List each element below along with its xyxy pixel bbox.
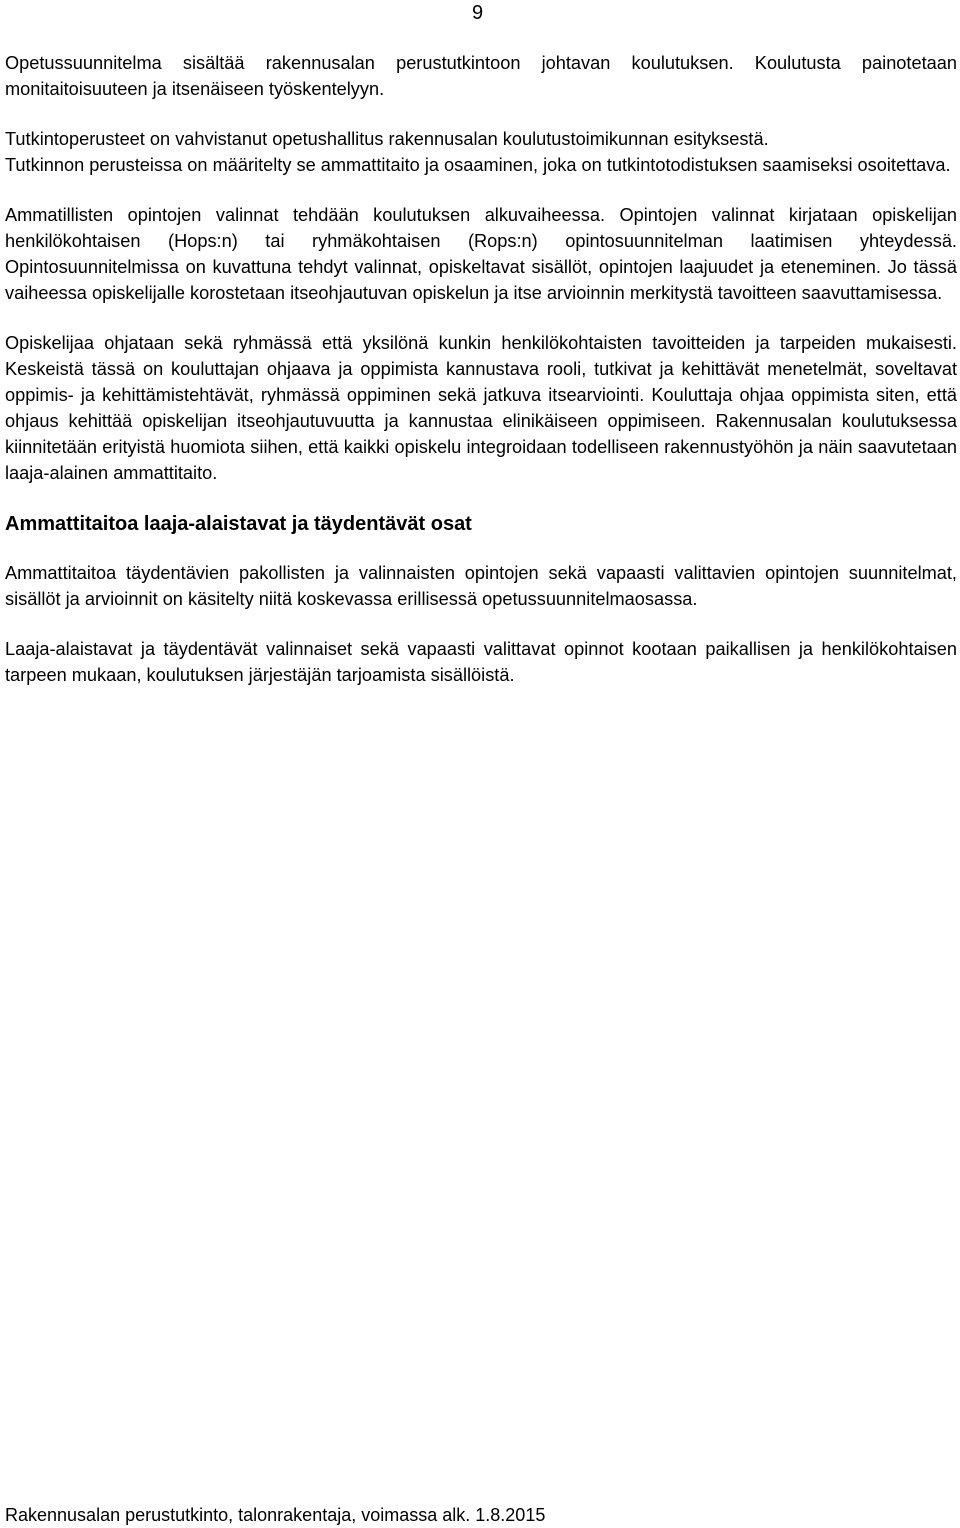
document-body <box>5 50 957 712</box>
paragraph-supplementary-studies: Ammattitaitoa täydentävien pakollisten ja valinnaisten opintojen sekä vapaasti valittavien opintojen suunnitelmat, sisällöt ja arvioinnit on käsitelty niitä koskevassa erillisessä opetussuunnitelmaosassa. <box>5 563 957 609</box>
paragraph-elective-studies: Laaja-alaistavat ja täydentävät valinnaiset sekä vapaasti valittavat opinnot kootaan paikallisen ja henkilökohtaisen tarpeen mukaan, koulutuksen järjestäjän tarjoamista sisällöistä. <box>5 639 957 685</box>
paragraph-intro: Opetussuunnitelma sisältää rakennusalan perustutkintoon johtavan koulutuksen. Koulutusta painotetaan monitaitoisuuteen ja itsenäiseen työskentelyyn. <box>5 53 957 99</box>
paragraph-qualification-basis: Tutkintoperusteet on vahvistanut opetushallitus rakennusalan koulutustoimikunnan esityksestä. <box>5 129 769 149</box>
page-footer: Rakennusalan perustutkinto, talonrakentaja, voimassa alk. 1.8.2015 <box>5 1505 546 1525</box>
paragraph-study-choices: Ammatillisten opintojen valinnat tehdään koulutuksen alkuvaiheessa. Opintojen valinnat kirjataan opiskelijan henkilökohtaisen (Hops:n) tai ryhmäkohtaisen (Rops:n) opintosuunnitelman laatimisen yhteydessä. Opintosuunnitelmissa on kuvattuna tehdyt valinnat, opiskeltavat sisällöt, opintojen laajuudet ja eteneminen. Jo tässä vaiheessa opiskelijalle korostetaan itseohjautuvan opiskelun ja itse arvioinnin merkitystä tavoitteen saavuttamisessa. <box>5 205 957 303</box>
page-number: 9 <box>472 2 484 24</box>
paragraph-competence: Tutkinnon perusteissa on määritelty se ammattitaito ja osaaminen, joka on tutkintotodistuksen saamiseksi osoitettava. <box>5 155 951 175</box>
paragraph-guidance: Opiskelijaa ohjataan sekä ryhmässä että yksilönä kunkin henkilökohtaisten tavoitteiden ja tarpeiden mukaisesti. Keskeistä tässä on kouluttajan ohjaava ja oppimista kannustava rooli, tutkivat ja kehittävät menetelmät, soveltavat oppimis- ja kehittämistehtävät, ryhmässä oppiminen sekä jatkuva itsearviointi. Kouluttaja ohjaa oppimista siten, että ohjaus kehittää opiskelijan itseohjautuvuutta ja kannustaa elinikäiseen oppimiseen. Rakennusalan koulutuksessa kiinnitetään erityistä huomiota siihen, että kaikki opiskelu integroidaan todelliseen rakennustyöhön ja näin saavutetaan laaja-alainen ammattitaito. <box>5 333 957 483</box>
section-heading: Ammattitaitoa laaja-alaistavat ja täydentävät osat <box>5 513 472 535</box>
